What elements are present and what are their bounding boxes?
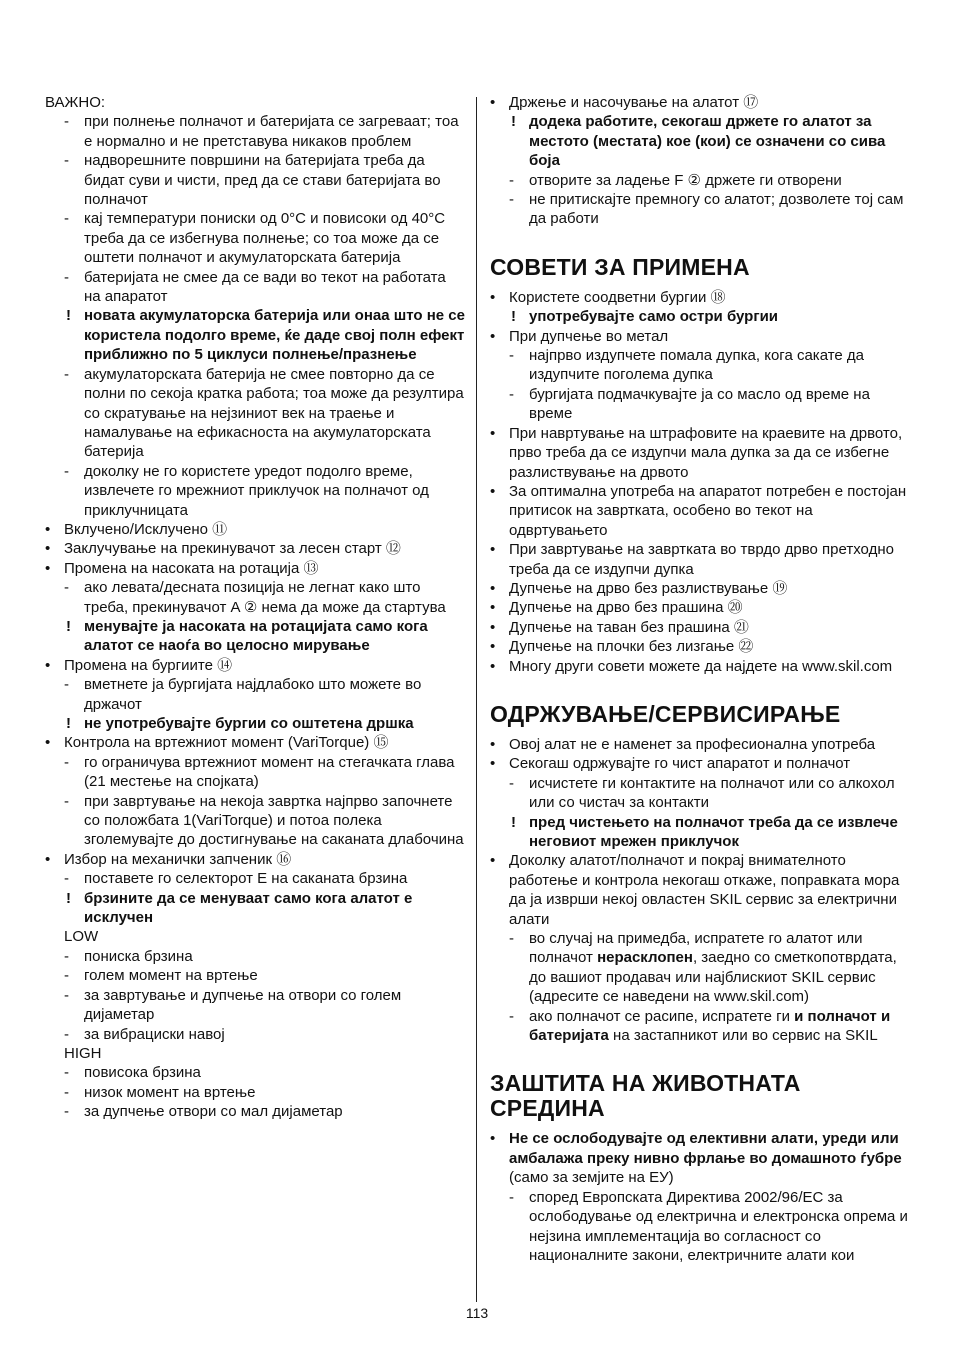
item-text: Заклучување на прекинувачот за лесен старт ⑫: [64, 540, 401, 558]
dash-item: [490, 385, 912, 424]
dash-item: [45, 1025, 465, 1044]
dash-item: [45, 675, 465, 714]
dash-marker: -: [509, 930, 514, 948]
dash-marker: -: [64, 986, 69, 1004]
bullet-marker: •: [45, 850, 51, 868]
dash-item: [45, 792, 465, 850]
warning-marker: !: [66, 715, 71, 732]
section-heading: ЗАШТИТА НА ЖИВОТНАТА СРЕДИНА: [490, 1070, 801, 1122]
text: на застапникот или во сервис на SKIL: [608, 1027, 878, 1045]
dash-item: [45, 268, 465, 307]
bullet-item: [490, 424, 912, 482]
bullet-marker: •: [45, 520, 51, 538]
item-text: Секогаш одржувајте го чист апаратот и полначот: [509, 755, 851, 773]
section-heading: ОДРЖУВАЊЕ/СЕРВИСИРАЊЕ: [490, 700, 841, 727]
item-text: го ограничува вртежниот момент на стегачката глава (21 местење на спојката): [84, 753, 455, 791]
bullet-item: [490, 735, 912, 754]
dash-marker: -: [64, 579, 69, 597]
dash-marker: -: [64, 365, 69, 383]
item-text: поставете го селекторот E на саканата брзина: [84, 870, 408, 888]
bullet-item: [490, 754, 912, 773]
item-text: исчистете ги контактите на полначот или со алкохол или со чистач за контакти: [529, 774, 895, 812]
item-text: не притискајте премногу со алатот; дозволете тој сам да работи: [529, 191, 904, 228]
item-text: брзините да се менуваат само кога алатот е исклучен: [84, 889, 413, 927]
item-text: надворешните површини на батеријата треба да бидат суви и чисти, пред да се стави батеријата во полначот: [84, 152, 441, 209]
warning-item: [490, 813, 912, 852]
dash-item: [45, 578, 465, 617]
warning-marker: !: [511, 113, 516, 131]
dash-marker: -: [64, 753, 69, 771]
bullet-marker: •: [490, 541, 496, 559]
bullet-item: [490, 482, 912, 540]
bullet-item: [490, 579, 912, 598]
bullet-item: [45, 656, 465, 675]
dash-item: [45, 966, 465, 985]
bullet-marker: •: [490, 852, 496, 870]
item-text: Доколку алатот/полначот и покрај внимателното работење и контрола некогаш откаже, поправката мора да ја изврши некој овластен SKIL сервис за електрични алати: [509, 852, 900, 928]
item-text: најпрво издупчете помала дупка, кога сакате да издупчите поголема дупка: [529, 347, 865, 384]
item-text: ВАЖНО:: [45, 94, 106, 111]
dash-item: [490, 929, 912, 1007]
bullet-marker: •: [490, 599, 496, 617]
dash-marker: -: [509, 385, 514, 403]
bullet-marker: •: [490, 1130, 496, 1148]
dash-marker: -: [509, 347, 514, 365]
item-text: Држење и насочување на алатот ⑰: [509, 94, 759, 111]
item-text: при завртување на некоја завртка најпрво започнете со положбата 1(VariTorque) и потоа полека зголемувајте до достигнување на саканата длабочина: [84, 792, 464, 849]
bullet-marker: •: [490, 424, 496, 442]
warning-item: [490, 112, 912, 170]
sub-label: [45, 927, 465, 946]
item-text: отворите за ладење F ② држете ги отворени: [529, 171, 842, 189]
dash-item: [45, 209, 465, 267]
item-text: кај температури пониски од 0°C и повисоки од 40°C треба да се избегнува полнење; со тоа може да се оштети полначот и акумулаторската батерија: [84, 210, 446, 267]
bullet-item: [490, 618, 912, 637]
dash-marker: -: [64, 1103, 69, 1121]
dash-marker: -: [509, 191, 514, 209]
dash-marker: -: [509, 774, 514, 792]
bullet-marker: •: [490, 288, 496, 306]
item-text: Контрола на вртежниот момент (VariTorque) ⑮: [64, 734, 389, 752]
item-text: батеријата не смее да се вади во текот на работата на апаратот: [84, 268, 446, 306]
dash-item: [490, 171, 912, 190]
dash-marker: -: [509, 1188, 514, 1206]
warning-marker: !: [511, 308, 516, 326]
dash-marker: -: [64, 1083, 69, 1101]
dash-marker: -: [64, 947, 69, 965]
item-text: ако левата/десната позиција не легнат како што треба, прекинувачот A ② нема да може да стартува: [84, 579, 446, 616]
item-text: пред чистењето на полначот треба да се извлече неговиот мрежен приклучок: [529, 813, 898, 850]
item-text: LOW: [64, 928, 99, 946]
bullet-item: [45, 539, 465, 558]
item-text: Вклучено/Исклучено ⑪: [64, 520, 228, 538]
item-text: При завртување на завртката во тврдо дрво претходно треба да се издупчи дупка: [509, 541, 894, 578]
dash-item: [45, 462, 465, 520]
dash-marker: -: [64, 1025, 69, 1043]
dash-item: [490, 774, 912, 813]
dash-item: [45, 869, 465, 888]
dash-marker: -: [64, 113, 69, 131]
item-text: новата акумулаторска батерија или онаа што не се користела подолго време, ќе даде свој полн ефект приближно по 5 циклуси полнење/празнење: [84, 307, 465, 364]
item-text: менувајте ја насоката на ротацијата само кога алатот се наоѓа во целосно мирување: [84, 617, 428, 655]
bullet-item: [490, 327, 912, 346]
item-text: Овој алат не е наменет за професионална употреба: [509, 735, 876, 753]
text: ако полначот се расипе, испратете ги: [529, 1007, 795, 1025]
item-text: Избор на механички запченик ⑯: [64, 850, 292, 868]
text: (само за земјите на ЕУ): [509, 1169, 674, 1187]
item-text: вметнете ја бургијата најдлабоко што можете во држачот: [84, 676, 422, 713]
warning-item: [45, 889, 465, 928]
dash-marker: -: [64, 210, 69, 228]
item-text: Многу други совети можете да најдете на www.skil.com: [509, 657, 893, 675]
column-divider: [476, 97, 477, 1302]
bullet-item: [490, 851, 912, 929]
bullet-marker: •: [490, 327, 496, 345]
dash-item: [45, 112, 465, 151]
item-text: не употребувајте бургии со оштетена дршка: [84, 715, 414, 732]
dash-item: [490, 190, 912, 229]
item-text: доколку не го користете уредот подолго време, извлечете го мрежниот приклучок на полначот од приклучницата: [84, 462, 429, 519]
bullet-item: [490, 1129, 912, 1187]
bullet-marker: •: [45, 559, 51, 577]
warning-item: [45, 306, 465, 364]
item-text: повисока брзина: [84, 1064, 201, 1082]
item-text: акумулаторската батерија не смее повторно да се полни по секоја кратка работа; тоа може да резултира со скратување на нејзиниот век на траење и намалување на ефикасноста на акумулаторската батерија: [84, 365, 464, 461]
item-text: за завртување и дупчење на отвори со голем дијаметар: [84, 986, 402, 1024]
bullet-marker: •: [490, 94, 496, 111]
dash-marker: -: [64, 1064, 69, 1082]
dash-item: [45, 753, 465, 792]
bold-text: нерасклопен: [597, 949, 693, 967]
right-column: [490, 93, 912, 1265]
item-text: додека работите, секогаш држете го алатот за местото (местата) кое (кои) се означени со сива боја: [529, 113, 886, 170]
item-text: Дупчење на таван без прашина ㉑: [509, 618, 749, 636]
dash-item: [490, 1188, 912, 1266]
item-text: голем момент на вртење: [84, 967, 258, 985]
item-text: При дупчење во метал: [509, 327, 669, 345]
bullet-item: [45, 520, 465, 539]
item-text: бургијата подмачкувајте ја со масло од време на време: [529, 385, 870, 423]
section-heading: СОВЕТИ ЗА ПРИМЕНА: [490, 253, 750, 280]
item-text: според Европската Директива 2002/96/ЕС за ослободување од електрична и електронска опрема и нејзина имплементација во согласност со националните закони, електричните алати кои: [529, 1188, 908, 1264]
bullet-item: [490, 598, 912, 617]
warning-marker: !: [66, 307, 71, 325]
item-text: пониска брзина: [84, 947, 193, 965]
bullet-marker: •: [45, 656, 51, 674]
dash-item: [45, 151, 465, 209]
item-text: Користете соодветни бургии ⑱: [509, 288, 726, 306]
dash-marker: -: [64, 152, 69, 170]
paragraph: [45, 93, 465, 112]
bullet-marker: •: [45, 734, 51, 752]
dash-item: [45, 1083, 465, 1102]
dash-item: [45, 365, 465, 462]
bold-text: и полначот и батеријата: [529, 1007, 891, 1045]
bullet-marker: •: [490, 657, 496, 675]
dash-marker: -: [64, 676, 69, 694]
item-text: при полнење полначот и батеријата се загреваат; тоа е нормално и не претставува никаков проблем: [84, 113, 459, 150]
warning-marker: !: [66, 889, 71, 907]
dash-item: [45, 986, 465, 1025]
dash-item: [45, 1063, 465, 1082]
warning-item: [490, 307, 912, 326]
item-text: Дупчење на плочки без лизгање ㉒: [509, 638, 754, 656]
dash-item: [45, 947, 465, 966]
bullet-marker: •: [45, 540, 51, 558]
sub-label: [45, 1044, 465, 1063]
page-number: 113: [465, 1305, 489, 1321]
dash-marker: -: [509, 171, 514, 189]
item-text: HIGH: [64, 1044, 102, 1062]
dash-marker: -: [64, 268, 69, 286]
item-text: Промена на бургиите ⑭: [64, 656, 233, 674]
bullet-marker: •: [490, 755, 496, 773]
dash-item: [490, 346, 912, 385]
dash-marker: -: [64, 792, 69, 810]
warning-item: [45, 714, 465, 733]
dash-marker: -: [509, 1007, 514, 1025]
bullet-item: [45, 733, 465, 752]
text: , заедно со сметкопотврдата, до вашиот продавач или најблискиот SKIL сервис (адресите се наведени на www.skil.com): [529, 949, 897, 1006]
dash-item: [45, 1102, 465, 1121]
bullet-item: [490, 288, 912, 307]
bullet-item: [490, 657, 912, 676]
warning-marker: !: [66, 617, 71, 635]
bullet-marker: •: [490, 482, 496, 500]
item-text: При навртување на штрафовите на краевите на дрвото, прво треба да се издупчи мала дупка за да се избегне разлиствување на дрвото: [509, 424, 903, 481]
item-text: Дупчење на дрво без разлиствување ⑲: [509, 579, 788, 597]
item-text: Дупчење на дрво без прашина ⑳: [509, 599, 743, 617]
bullet-item: [490, 637, 912, 656]
bullet-marker: •: [490, 618, 496, 636]
warning-item: [45, 617, 465, 656]
left-column: [45, 93, 465, 1122]
bullet-marker: •: [490, 638, 496, 656]
dash-marker: -: [64, 967, 69, 985]
bullet-item: [490, 93, 912, 112]
item-text: Промена на насоката на ротација ⑬: [64, 559, 319, 577]
bullet-marker: •: [490, 579, 496, 597]
warning-marker: !: [511, 813, 516, 831]
bullet-item: [490, 540, 912, 579]
text: во случај на примедба, испратете го алатот или полначот: [529, 930, 863, 967]
bullet-item: [45, 850, 465, 869]
bullet-marker: •: [490, 735, 496, 753]
dash-marker: -: [64, 462, 69, 480]
dash-marker: -: [64, 870, 69, 888]
item-text: За оптимална употреба на апаратот потребен е постојан притисок на завртката, особено во текот на одвртувањето: [509, 482, 907, 539]
dash-item: [490, 1007, 912, 1046]
item-text: низок момент на вртење: [84, 1083, 256, 1101]
item-text: за дупчење отвори со мал дијаметар: [84, 1103, 343, 1121]
bullet-item: [45, 559, 465, 578]
item-text: употребувајте само остри бургии: [529, 308, 779, 326]
item-text: за вибрациски навој: [84, 1025, 225, 1043]
bold-text: Не се ослободувајте од елективни алати, уреди или амбалажа преку нивно фрлање во домашното ѓубре: [509, 1130, 902, 1167]
